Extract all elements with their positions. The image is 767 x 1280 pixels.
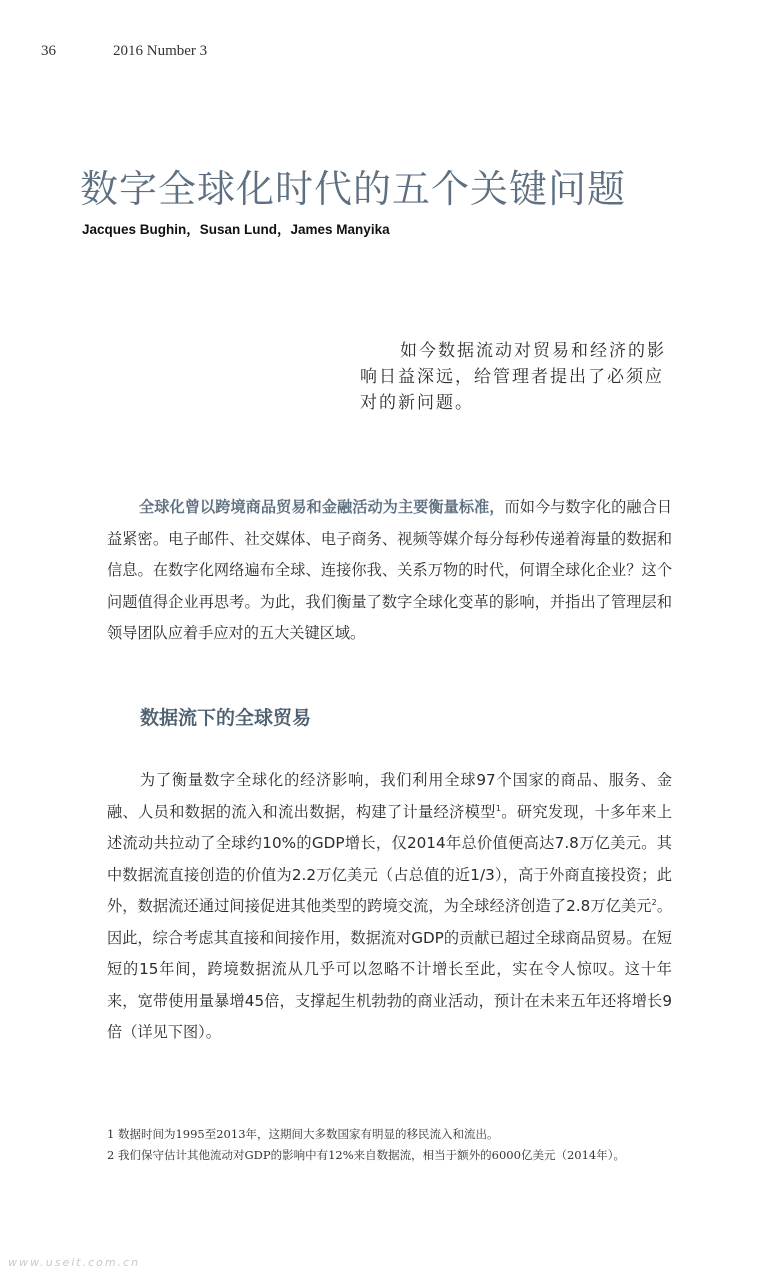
footnote-ref-1: 1 [495,803,501,813]
issue-label: 2016 Number 3 [113,43,208,59]
body-paragraph [107,765,672,1049]
intro-paragraph [107,492,672,650]
footnote-ref-2: 2 [651,897,657,907]
footnote-2: 2 我们保守估计其他流动对GDP的影响中有12%来自数据流，相当于额外的6000亿美元（2014年）。 [107,1148,625,1162]
article-title: 数字全球化时代的五个关键问题 [80,167,627,211]
page-number: 36 [41,43,56,59]
intro-lead: 全球化曾以跨境商品贸易和金融活动为主要衡量标准， [139,498,505,516]
page-header [41,43,207,60]
body-text-part2: 。研究发现，十多年来上述流动共拉动了全球约10%的GDP增长，仅2014年总价值便高达7.8万亿美元。其中数据流直接创造的价值为2.2万亿美元（占总值的近1/3），高于外商直接投资；此外，数据流还通过间接促进其他类型的跨境交流，为全球经济创造了2.8万亿美元 [107,802,673,915]
pull-quote [360,338,680,416]
section-heading: 数据流下的全球贸易 [140,707,312,729]
article-authors: Jacques Bughin，Susan Lund，James Manyika [82,222,390,237]
footnote-1: 1 数据时间为1995至2013年，这期间大多数国家有明显的移民流入和流出。 [107,1127,499,1141]
watermark: www.useit.com.cn [8,1256,141,1269]
intro-text: 而如今与数字化的融合日益紧密。电子邮件、社交媒体、电子商务、视频等媒介每分每秒传递着海量的数据和信息。在数字化网络遍布全球、连接你我、关系万物的时代，何谓全球化企业？这个问题值得企业再思考。为此，我们衡量了数字全球化变革的影响，并指出了管理层和领导团队应着手应对的五大关键区域。 [107,498,673,642]
body-text-part1: 为了衡量数字全球化的经济影响，我们利用全球97个国家的商品、服务、金融、人员和数据的流入和流出数据，构建了计量经济模型 [107,771,672,821]
footnotes [107,1124,677,1166]
pull-quote-text: 如今数据流动对贸易和经济的影响日益深远，给管理者提出了必须应对的新问题。 [360,341,666,413]
body-text-part3: 。因此，综合考虑其直接和间接作用，数据流对GDP的贡献已超过全球商品贸易。在短短的15年间，跨境数据流从几乎可以忽略不计增长至此，实在令人惊叹。这十年来，宽带使用量暴增45倍，支撑起生机勃勃的商业活动，预计在未来五年还将增长9倍（详见下图）。 [107,897,673,1041]
